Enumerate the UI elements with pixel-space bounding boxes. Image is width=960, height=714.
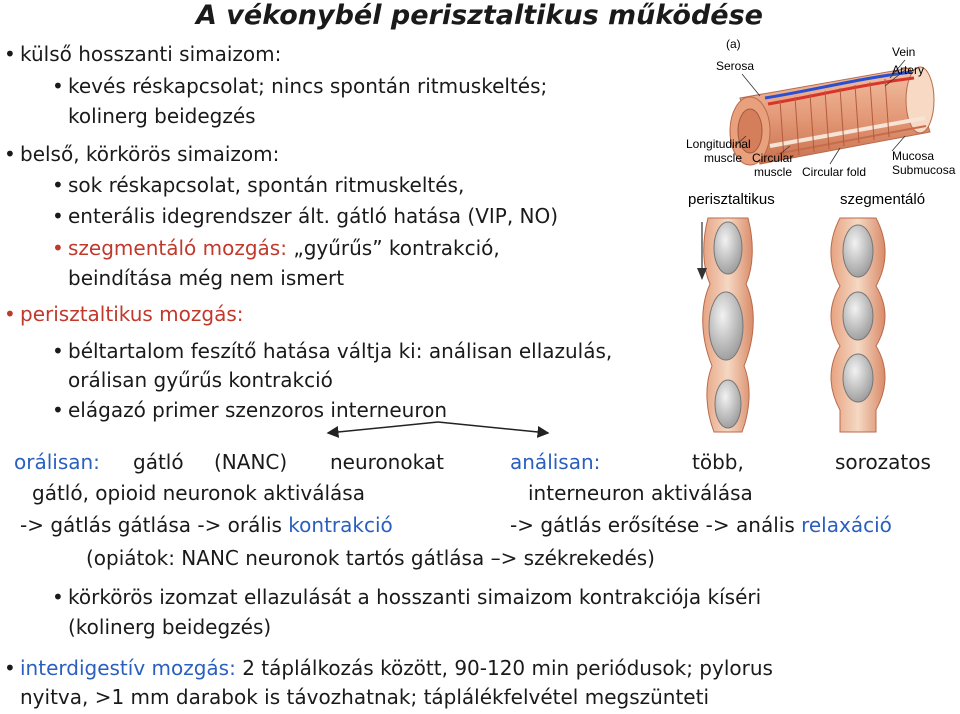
bullet-many-gap-junctions: • sok réskapcsolat, spontán ritmuskeltés,: [68, 173, 464, 197]
fig-artery-label: Artery: [892, 63, 925, 77]
anal-line-2: interneuron aktiválása: [528, 481, 753, 505]
fig-vein-label: Vein: [892, 45, 916, 59]
text-cholinergic-innervation: kolinerg beidegzés: [68, 104, 256, 128]
interdigestive-rest: 2 táplálkozás között, 90-120 min periódusok; pylorus: [235, 656, 773, 680]
arrow-anal: [438, 422, 548, 433]
interdigestive-lead: interdigestív mozgás:: [20, 656, 236, 680]
oral-contraction: kontrakció: [288, 513, 393, 537]
opiate-note: (opiátok: NANC neuronok tartós gátlása –> székrekedés): [86, 546, 655, 570]
anal-lead: análisan:: [510, 450, 601, 474]
bullet-peristaltic: • perisztaltikus mozgás:: [20, 302, 244, 326]
fig-circular-label: Circular: [752, 151, 794, 165]
fig-circular-muscle-label: muscle: [754, 165, 793, 179]
text-cholinergic-2: (kolinerg beidegzés): [68, 615, 272, 639]
oral-line-3-text: -> gátlás gátlása -> orális: [20, 513, 289, 537]
oral-line-2: gátló, opioid neuronok aktiválása: [32, 481, 365, 505]
fig-submucosa-label: Submucosa: [892, 163, 956, 177]
fig-longitudinal-muscle-label: muscle: [704, 151, 743, 165]
segmenting-rest: „gyűrűs” kontrakció,: [286, 236, 500, 260]
bullet-segmenting: [68, 236, 500, 260]
oral-word-2: (NANC): [214, 450, 288, 474]
branch-arrows: [310, 418, 570, 440]
fig-circular-fold-label: Circular fold: [802, 165, 867, 179]
anal-relaxation: relaxáció: [801, 513, 892, 537]
fig-peristaltic-label: perisztaltikus: [688, 191, 775, 208]
text-oral-contraction: orálisan gyűrűs kontrakció: [68, 368, 333, 392]
bullet-interdigestive: [20, 656, 773, 680]
bullet-circular-relaxation: • körkörös izomzat ellazulását a hosszanti simaizom kontrakciója kíséri: [68, 585, 761, 609]
bullet-sensory-interneuron: • elágazó primer szenzoros interneuron: [68, 398, 447, 422]
bullet-enteric-inhibition: • enterális idegrendszer ált. gátló hatása (VIP, NO): [68, 204, 558, 228]
peristaltic-tube: [703, 218, 754, 432]
intestine-figure: [680, 36, 960, 436]
oral-lead: orálisan:: [14, 450, 100, 474]
oral-word-3: neuronokat: [330, 450, 444, 474]
fig-longitudinal-label: Longitudinal: [686, 137, 751, 151]
bullet-distension: • béltartalom feszítő hatása váltja ki: análisan ellazulás,: [68, 339, 612, 363]
oral-line-3: [20, 513, 393, 537]
anal-line-3: [510, 513, 892, 537]
fig-segmenting-label: szegmentáló: [840, 191, 926, 208]
segmenting-lead: szegmentáló mozgás:: [68, 236, 287, 260]
bullet-outer-longitudinal: • külső hosszanti simaizom:: [20, 42, 281, 66]
text-pylorus: nyitva, >1 mm darabok is távozhatnak; táplálékfelvétel megszünteti: [20, 685, 710, 709]
bullet-outer-gap-junctions: • kevés réskapcsolat; nincs spontán ritmuskeltés;: [68, 74, 547, 98]
anal-word-2: sorozatos: [835, 450, 931, 474]
anal-line-3-text: -> gátlás erősítése -> anális: [510, 513, 802, 537]
fig-serosa-label: Serosa: [716, 59, 755, 73]
anal-word-1: több,: [692, 450, 744, 474]
bullet-inner-circular: • belső, körkörös simaizom:: [20, 142, 279, 166]
fig-panel-label: (a): [726, 37, 741, 51]
text-initiation-unknown: beindítása még nem ismert: [68, 266, 345, 290]
arrow-oral: [328, 422, 438, 433]
oral-word-1: gátló: [133, 450, 184, 474]
page-title: A vékonybél perisztaltikus működése: [196, 0, 763, 31]
fig-mucosa-label: Mucosa: [892, 149, 935, 163]
segmenting-tube: [831, 218, 885, 432]
